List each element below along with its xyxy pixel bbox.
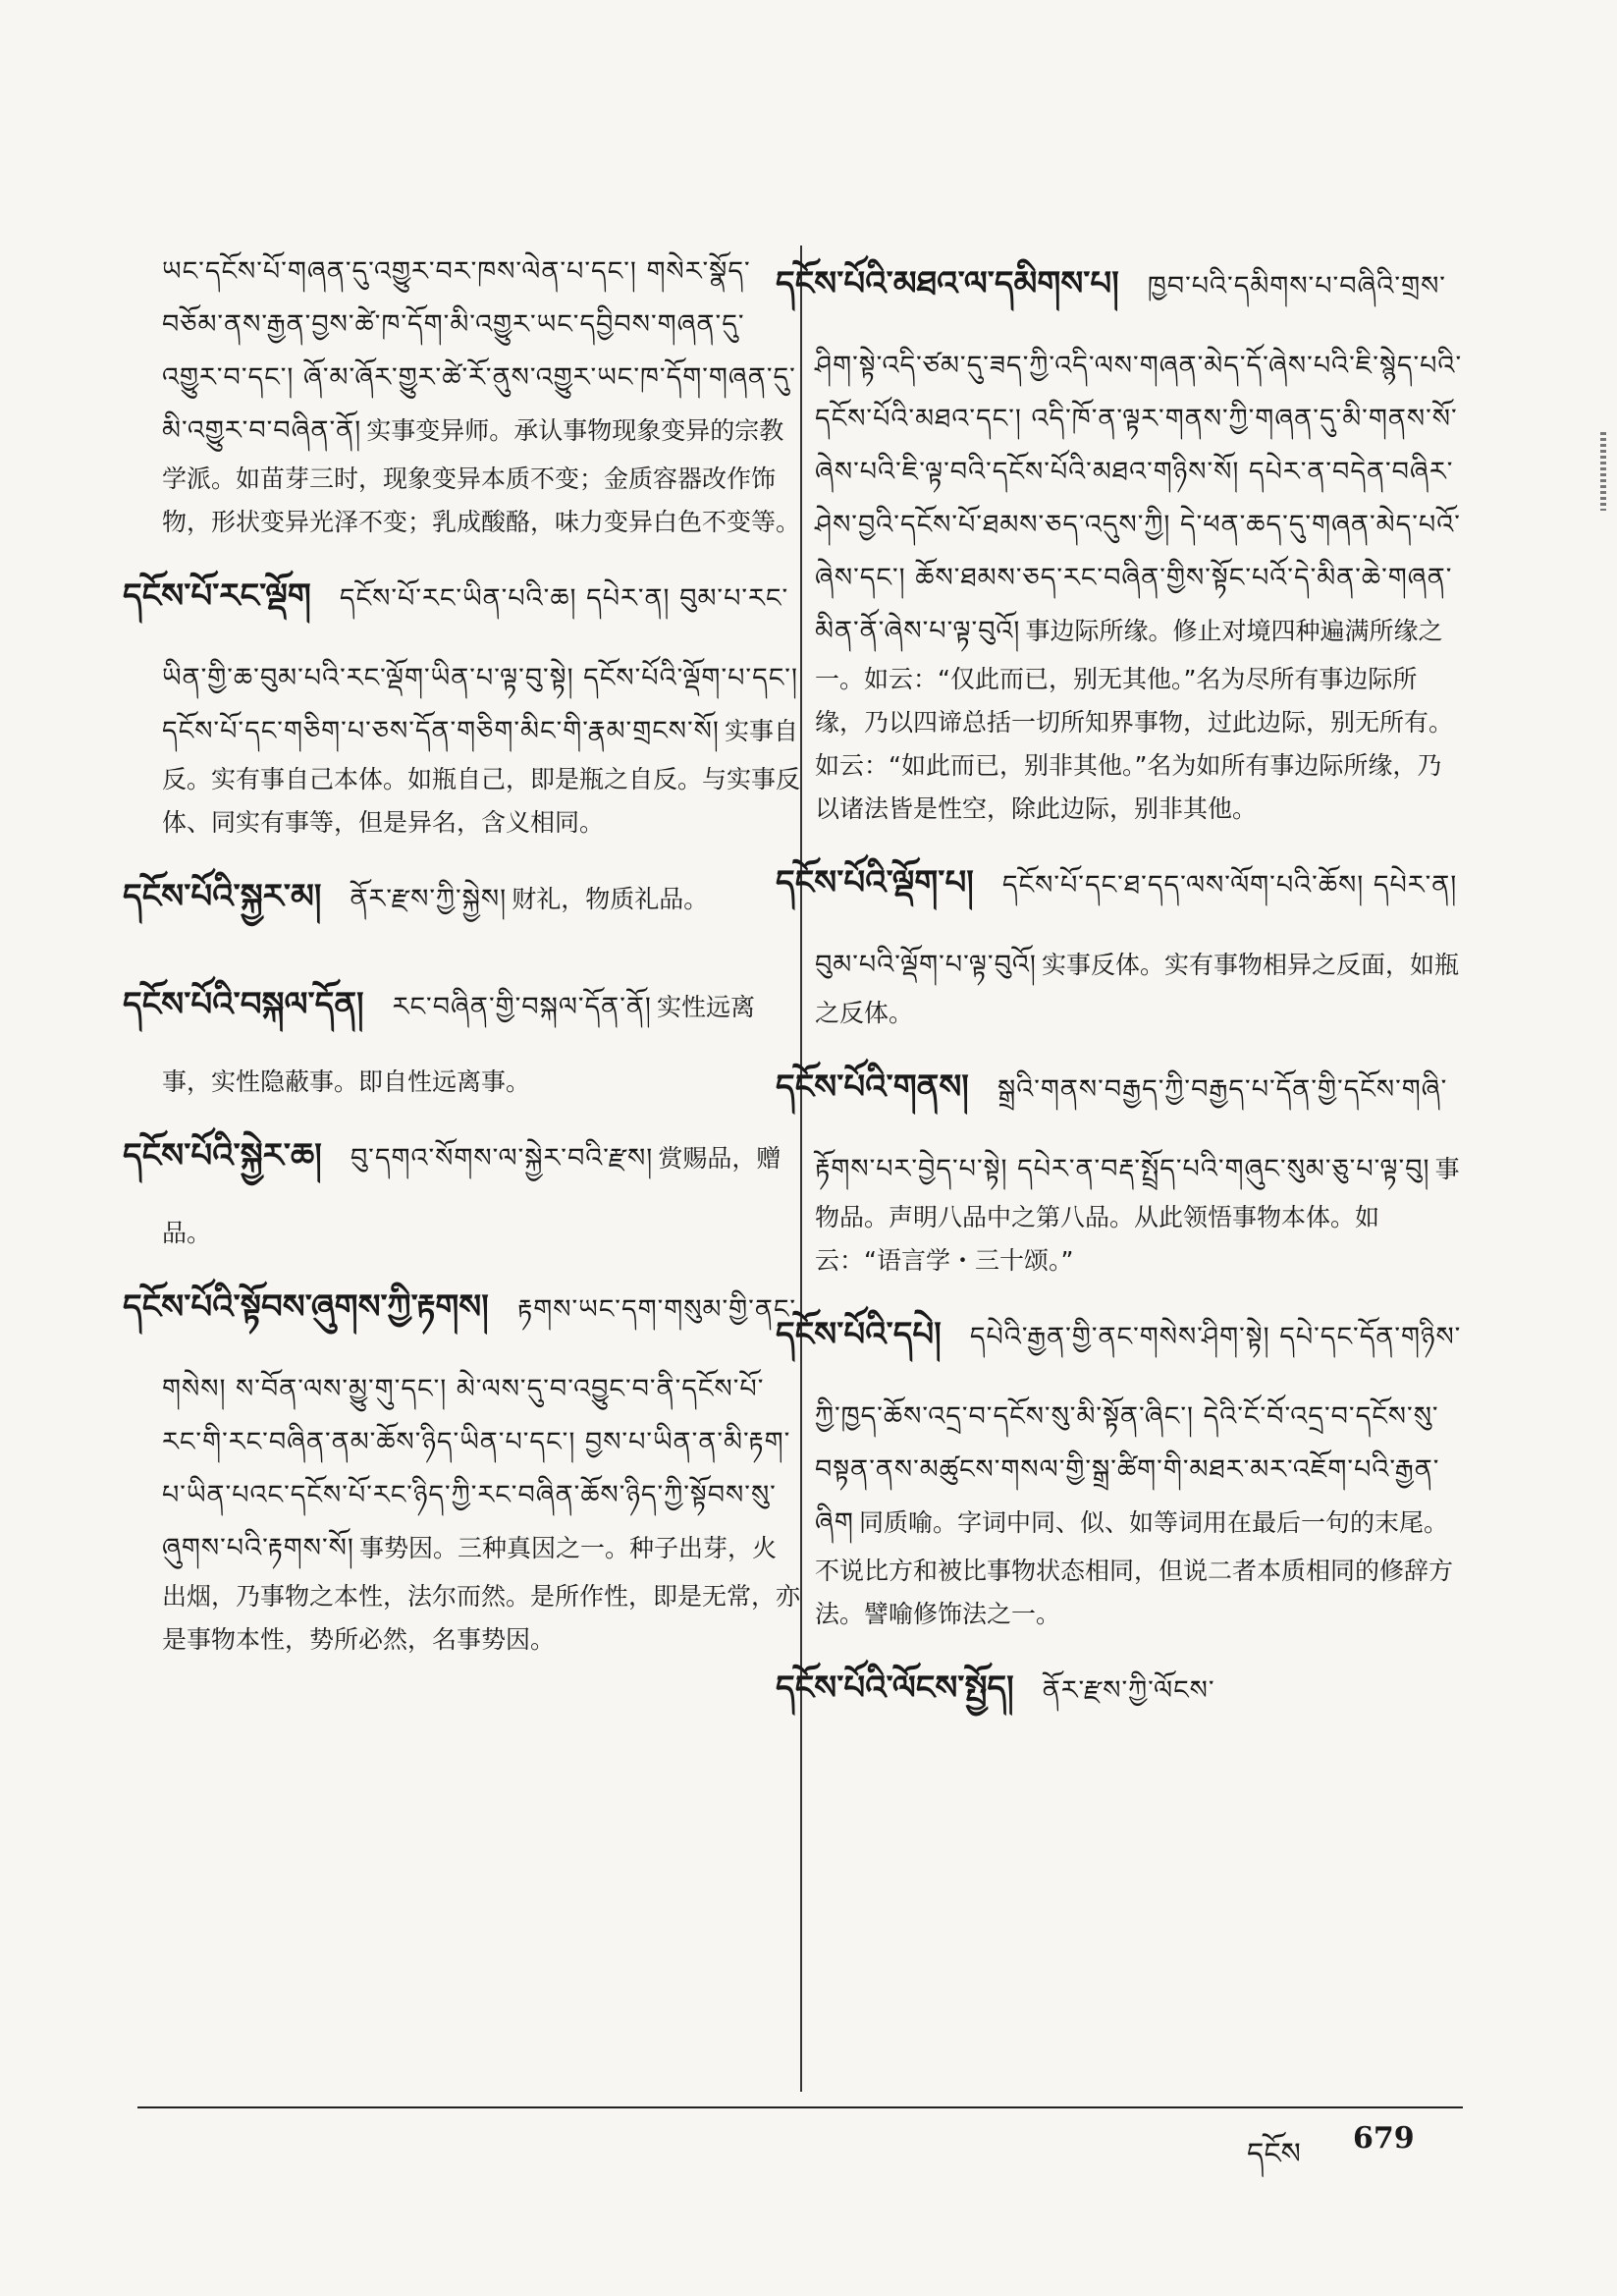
running-head: དངོས <box>1247 2137 1301 2171</box>
dictionary-entry <box>123 1118 800 1255</box>
entry-tibetan: དངོས་པོ་རང་ཡིན་པའི་ཆ། དཔེར་ན། བུམ་པ་རང་ཡིན་གྱི་ཆ་བུམ་པའི་རང་ལྡོག་ཡིན་པ་ལྟ་བུ་སྟེ། དངོས་པོའི་ལྡོག་པ་དང་། དངོས་པོ་དང་གཅིག་པ་ཅས་དོན་གཅིག་མིང་གི་རྣམ་གྲངས་སོ། <box>162 583 798 746</box>
dictionary-entry <box>776 845 1463 1035</box>
entry-tibetan: ནོར་རྫས་ཀྱི་སྐྱེས། <box>350 884 508 914</box>
dictionary-entry <box>776 1650 1463 1744</box>
dictionary-entry <box>123 1269 801 1662</box>
entry-tibetan: ཡང་དངོས་པོ་གཞན་དུ་འགྱུར་བར་ཁས་ལེན་པ་དང་། གསེར་སྣོད་བཅོམ་ནས་རྒྱན་བྱས་ཚེ་ཁ་དོག་མི་འགྱུར་ཡང་དབྱིབས་གཞན་དུ་འགྱུར་བ་དང་། ཞོ་མ་ཞོར་གྱུར་ཚེ་རོ་ནུས་འགྱུར་ཡང་ཁ་དོག་གཞན་དུ་མི་འགྱུར་བ་བཞིན་ནོ། <box>162 256 796 446</box>
entry-headword: དངོས་པོའི་སྟོབས་ཞུགས་ཀྱི་རྟགས། <box>123 1287 489 1327</box>
entry-chinese: 事边际所缘。修止对境四种遍满所缘之一。如云：“仅此而已，别无其他。”名为尽所有事边际所缘，乃以四谛总括一切所知界事物，过此边际，别无所有。如云：“如此而已，别非其他。”名为如所有事边际所缘，乃以诸法皆是性空，除此边际，别非其他。 <box>815 617 1454 823</box>
entry-tibetan: ནོར་རྫས་ཀྱི་ལོངས་ <box>1042 1675 1215 1706</box>
left-column <box>123 246 801 1675</box>
entry-tibetan: དངོས་པོ་དང་ཐ་དད་ལས་ལོག་པའི་ཆོས། དཔེར་ན། བུམ་པའི་ལྡོག་པ་ལྟ་བུའོ། <box>815 870 1458 980</box>
entry-headword: དངོས་པོའི་གནས། <box>776 1067 969 1107</box>
entry-chinese: 财礼，物质礼品。 <box>512 885 709 913</box>
entry-headword: དངོས་པོ་རང་ལྡོག <box>123 576 311 616</box>
entry-chinese: 实性远离事，实性隐蔽事。即自性远离事。 <box>162 993 755 1096</box>
footer-rule <box>137 2106 1463 2108</box>
dictionary-entry <box>776 1049 1463 1283</box>
entry-headword: དངོས་པོའི་དཔེ། <box>776 1315 942 1354</box>
column-divider <box>800 246 802 2092</box>
entry-tibetan: ཁྱབ་པའི་དམིགས་པ་བཞིའི་གྲས་ཤིག་སྟེ་འདི་ཙམ་དུ་ཟད་ཀྱི་འདི་ལས་གཞན་མེད་དོ་ཞེས་པའི་ཇི་སྙེད་པའི་དངོས་པོའི་མཐའ་དང་། འདི་ཁོ་ན་ལྟར་གནས་ཀྱི་གཞན་དུ་མི་གནས་སོ་ཞེས་པའི་ཇི་ལྟ་བའི་དངོས་པོའི་མཐའ་གཉིས་སོ། དཔེར་ན་བདེན་བཞིར་ཤེས་བྱའི་དངོས་པོ་ཐམས་ཅད་འདུས་ཀྱི། དེ་ཕན་ཆད་དུ་གཞན་མེད་པའོ་ཞེས་དང་། ཆོས་ཐམས་ཅད་རང་བཞིན་གྱིས་སྟོང་པའོ་དེ་མིན་ཆེ་གཞན་མིན་ནོ་ཞེས་པ་ལྟ་བུའོ། <box>815 271 1463 646</box>
entry-chinese: 实事自反。实有事自己本体。如瓶自己，即是瓶之自反。与实事反体、同实有事等，但是异名，含义相同。 <box>162 717 801 837</box>
entry-tibetan: རང་བཞིན་གྱི་བསྐལ་དོན་ནོ། <box>392 992 652 1022</box>
entry-tibetan: བུ་དགའ་སོགས་ལ་སྐྱེར་བའི་རྫས། <box>350 1143 654 1174</box>
entry-headword: དངོས་པོའི་ལོངས་སྤྱོད། <box>776 1668 1014 1708</box>
entry-chinese: 事物品。声明八品中之第八品。从此领悟事物本体。如云：“语言学・三十颂。” <box>815 1155 1460 1275</box>
entry-headword: དངོས་པོའི་ལྡོག་པ། <box>776 863 974 902</box>
entry-tibetan: སྒྲའི་གནས་བརྒྱད་ཀྱི་བརྒྱད་པ་དོན་གྱི་དངོས་གཞི་རྟོགས་པར་བྱེད་པ་སྟེ། དཔེར་ན་བརྡ་སྤྲོད་པའི་གཞུང་སུམ་ཅུ་པ་ལྟ་བུ། <box>815 1074 1448 1184</box>
entry-headword: དངོས་པོའི་སྐྱར་མ། <box>123 877 322 916</box>
dictionary-entry <box>123 966 800 1104</box>
entry-headword: དངོས་པོའི་བསྐལ་དོན། <box>123 985 364 1024</box>
entry-chinese: 实事反体。实有事物相异之反面，如瓶之反体。 <box>815 951 1460 1027</box>
right-column <box>776 246 1463 1758</box>
dictionary-entry <box>776 1296 1463 1636</box>
dictionary-entry <box>123 558 801 845</box>
scan-edge-mark <box>1600 432 1606 511</box>
dictionary-entry <box>776 246 1463 831</box>
entry-chinese: 赏赐品，赠品。 <box>162 1144 782 1247</box>
dictionary-entry <box>162 246 800 544</box>
entry-chinese: 同质喻。字词中同、似、如等词用在最后一句的末尾。不说比方和被比事物状态相同，但说二者本质相同的修辞方法。譬喻修饰法之一。 <box>815 1508 1454 1628</box>
dictionary-entry <box>123 858 800 953</box>
entry-tibetan: རྟགས་ཡང་དག་གསུམ་གྱི་ནང་གསེས། ས་བོན་ལས་མྱུ་གུ་དང་། མེ་ལས་དུ་བ་འབྱུང་བ་ནི་དངོས་པོ་རང་གི་རང་བཞིན་ནམ་ཆོས་ཉིད་ཡིན་པ་དང་། བྱས་པ་ཡིན་ན་མི་རྟག་པ་ཡིན་པའང་དངོས་པོ་རང་ཉིད་ཀྱི་རང་བཞིན་ཆོས་ཉིད་ཀྱི་སྟོབས་སུ་ཞུགས་པའི་རྟགས་སོ། <box>162 1294 797 1563</box>
entry-chinese: 实事变异师。承认事物现象变异的宗教学派。如苗芽三时，现象变异本质不变；金质容器改作饰物，形状变异光泽不变；乳成酸酪，味力变异白色不变等。 <box>162 416 801 536</box>
entry-chinese: 事势因。三种真因之一。种子出芽，火出烟，乃事物之本性，法尔而然。是所作性，即是无常，亦是事物本性，势所必然，名事势因。 <box>162 1534 801 1654</box>
entry-headword: དངོས་པོའི་མཐའ་ལ་དམིགས་པ། <box>776 264 1119 303</box>
entry-headword: དངོས་པོའི་སྐྱེར་ཆ། <box>123 1136 322 1175</box>
entry-tibetan: དཔེའི་རྒྱན་གྱི་ནང་གསེས་ཤིག་སྟེ། དཔེ་དང་དོན་གཉིས་ཀྱི་ཁྱད་ཆོས་འདྲ་བ་དངོས་སུ་མི་སྟོན་ཞིང་། དེའི་ངོ་བོ་འདྲ་བ་དངོས་སུ་བསྟན་ནས་མཚུངས་གསལ་གྱི་སྒྲ་ཚིག་གི་མཐར་མར་འཇོག་པའི་རྒྱན་ཞིག <box>815 1322 1462 1538</box>
page-number: 679 <box>1353 2121 1415 2156</box>
